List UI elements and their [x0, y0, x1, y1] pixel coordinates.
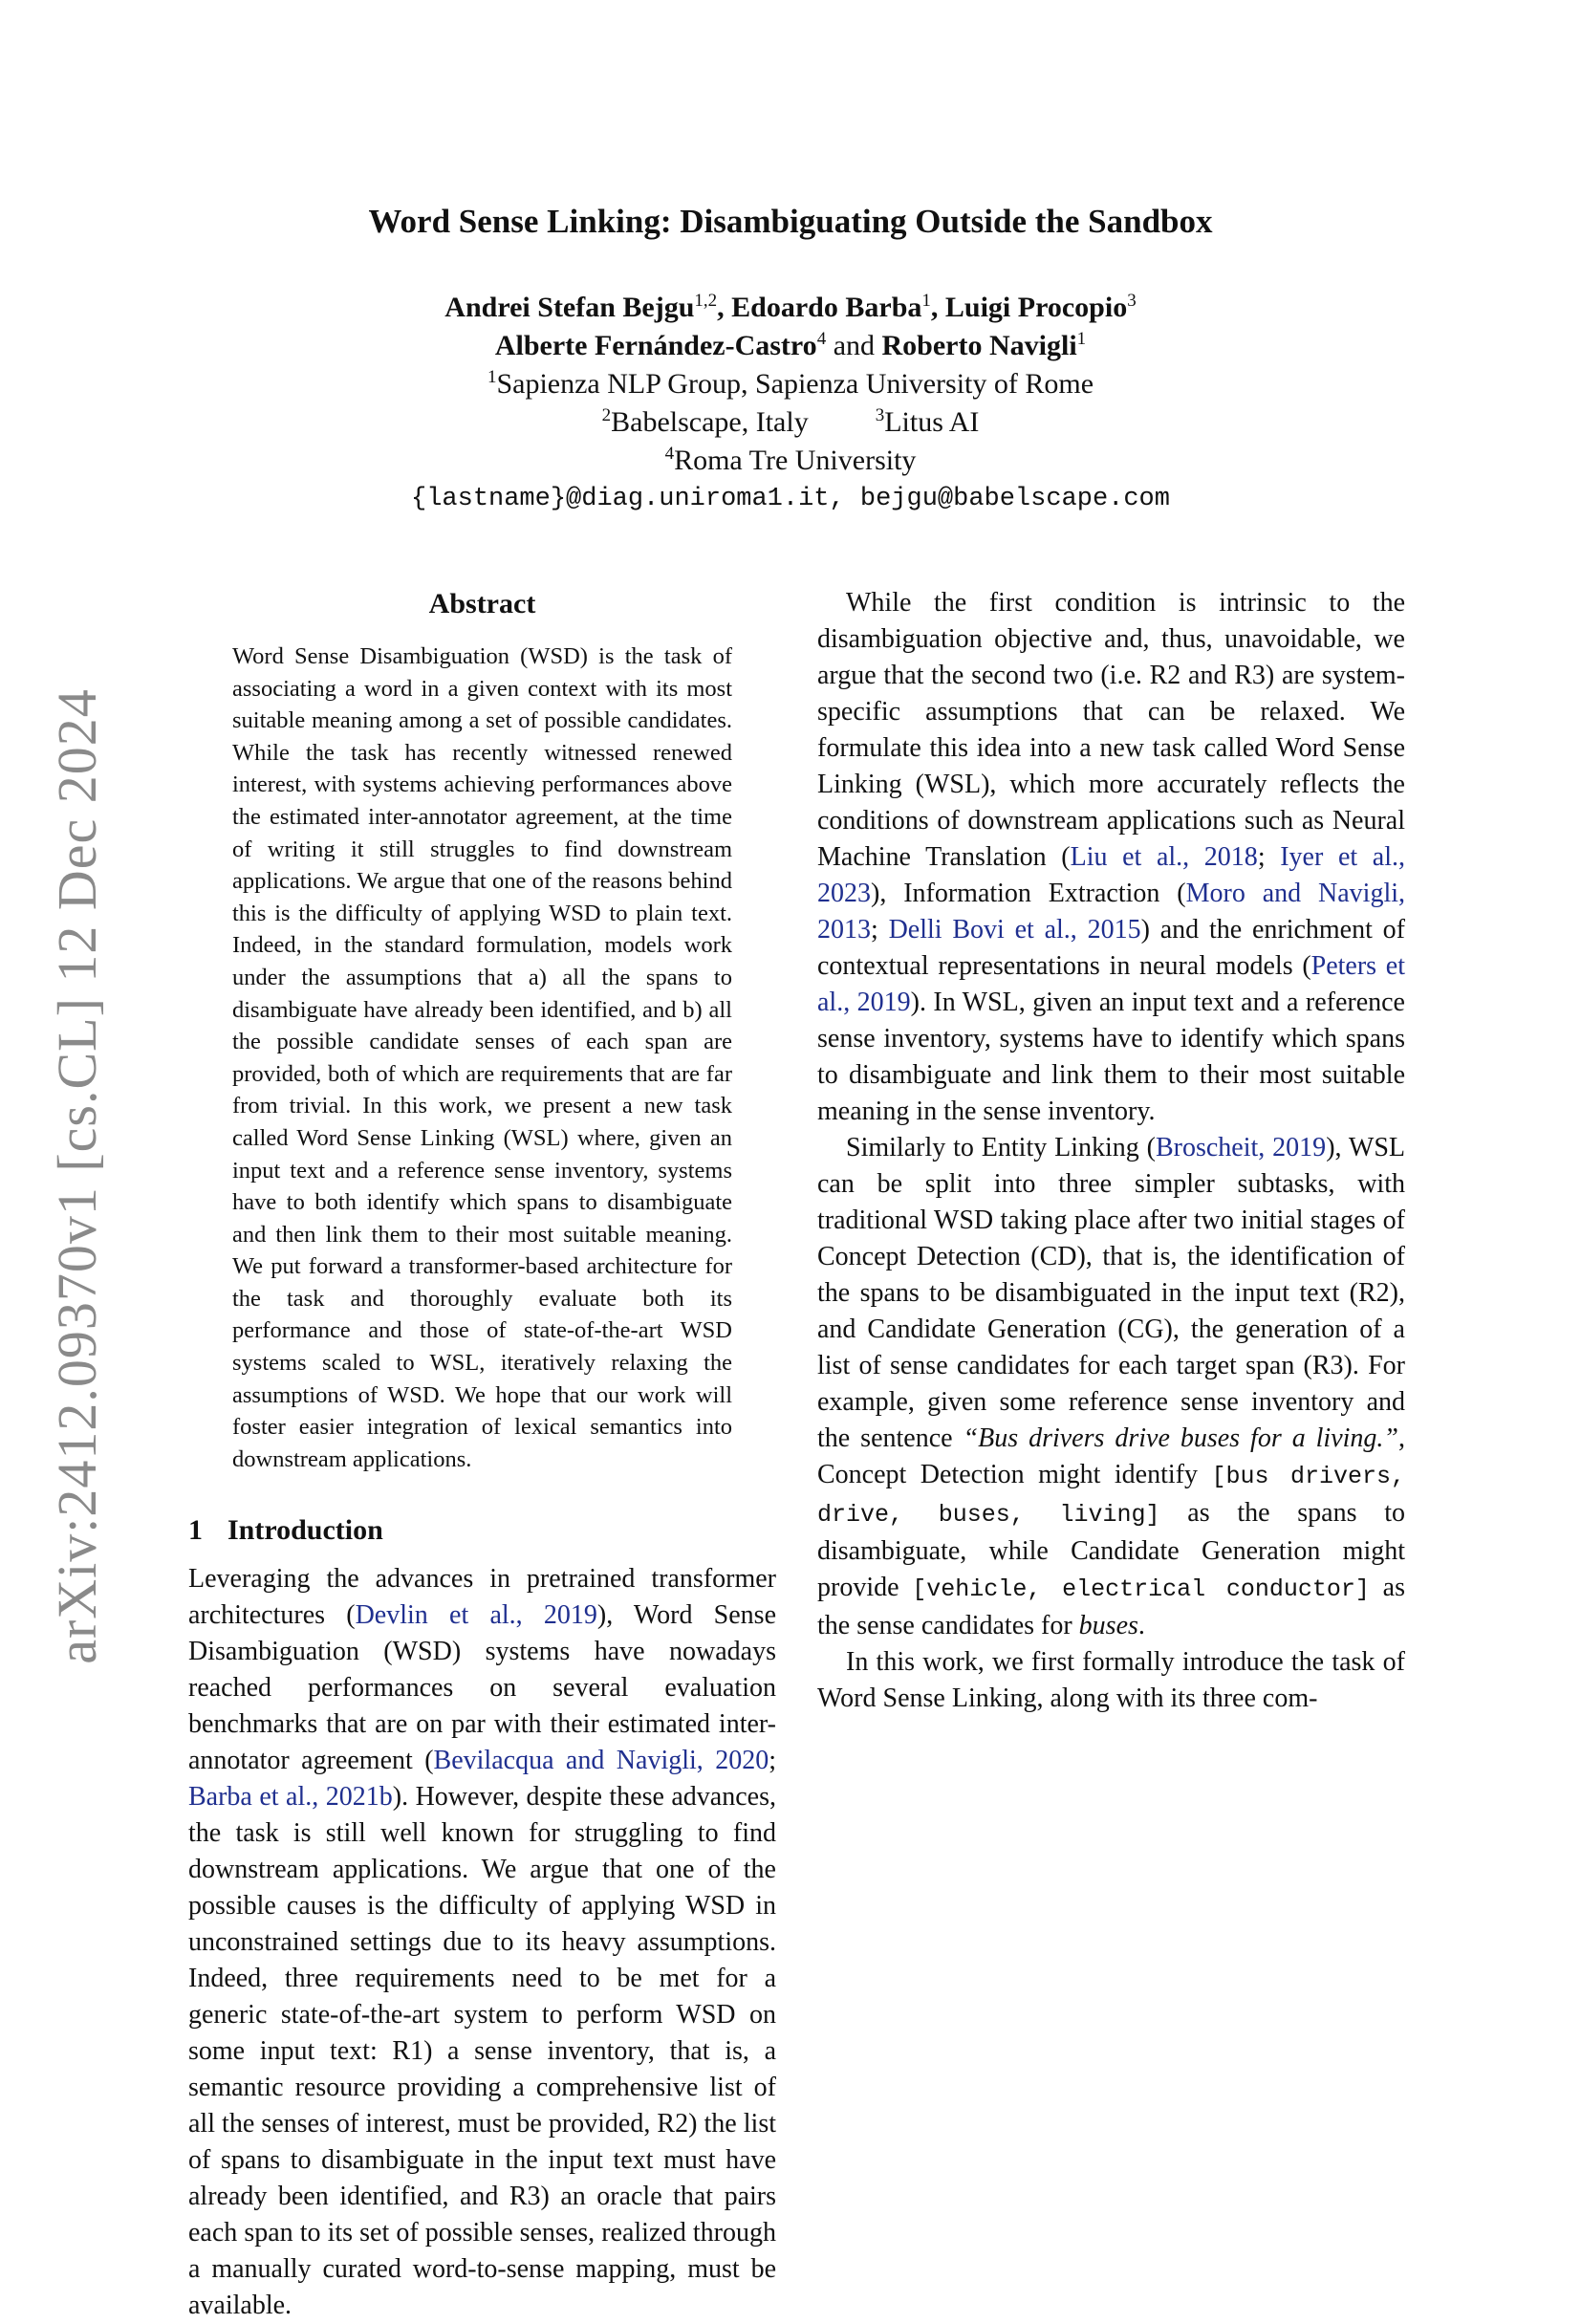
affiliation-2-3: [0, 403, 1581, 442]
abstract-text: Word Sense Disambiguation (WSD) is the task of associating a word in a given context with its most suitable meaning among a set of possible candidates. While the task has recently witnessed renewed interest, with systems achieving performances above the estimated inter-annotator agreement, at the time of writing it still struggles to find downstream applications. We argue that one of the reasons behind this is the difficulty of applying WSD to plain text. Indeed, in the standard formulation, models work under the assumptions that a) all the spans to disambiguate have already been identified, and b) all the possible candidate senses of each span are provided, both of which are requirements that are far from trivial. In this work, we present a new task called Word Sense Linking (WSL) where, given an input text and a reference sense inventory, systems have to both identify which spans to disambiguate and then link them to their most suitable meaning. We put forward a transformer-based architecture for the task and thoroughly evaluate both its performance and those of state-of-the-art WSD systems scaled to WSL, iteratively relaxing the assumptions of WSD. We hope that our work will foster easier integration of lexical semantics into downstream applications.: [232, 643, 732, 1472]
email-line: {lastname}@diag.uniroma1.it, bejgu@babelscape.com: [411, 485, 1170, 513]
intro-paragraph-2: [817, 585, 1405, 1130]
text-run: as the spans to disambiguate, while Candidate Generation might provide: [817, 1498, 1405, 1602]
text-run: ), WSL can be split into three simpler subtasks, with traditional WSD taking place after two initial stages of Concept Detection (CD), that is, the identification of the spans to be disambiguated in the input text (R2), and Candidate Generation (CG), the generation of a list of sense candidates for each target span (R3). For example, given some reference sense inventory and the sentence: [817, 1133, 1405, 1453]
arxiv-sidebar: [43, 687, 110, 1664]
author-block: [0, 289, 1581, 518]
text-run: as the sense candidates for: [817, 1573, 1405, 1640]
section-title: Introduction: [227, 1514, 383, 1547]
section-number: 1: [188, 1514, 203, 1547]
example-sentence: “Bus drivers drive buses for a living.”: [963, 1423, 1398, 1453]
text-run: While the first condition is intrinsic to the disambiguation objective and, thus, unavoidable, we argue that the second two (i.e. R2 and R3) are system-specific assumptions that can be relaxed. We formulate this idea into a new task called Word Sense Linking (WSL), which more accurately reflects the conditions of downstream applications such as Neural Machine Translation (: [817, 588, 1405, 872]
author-name: Luigi Procopio: [944, 292, 1128, 323]
text-run: ) and the enrichment of contextual representations in neural models (: [817, 915, 1406, 981]
email-address: {lastname}@diag.uniroma1.it: [411, 485, 830, 513]
emphasis: buses: [1078, 1611, 1138, 1640]
affil-text: Sapienza NLP Group, Sapienza University of Rome: [496, 368, 1094, 400]
text-run: In this work, we first formally introduce the task of Word Sense Linking, along with its three com-: [817, 1647, 1405, 1713]
code-span: [bus drivers, drive, buses, living]: [817, 1463, 1405, 1529]
author-affil-sup: 1,2: [694, 291, 718, 311]
intro-paragraph-3: [817, 1130, 1405, 1644]
citation-link[interactable]: Liu et al., 2018: [1070, 842, 1258, 872]
intro-paragraph-1: [188, 1561, 776, 2324]
citation-link[interactable]: Peters et al., 2019: [817, 951, 1405, 1017]
affil-sup: 4: [664, 444, 675, 464]
text-run: .: [1137, 1611, 1145, 1640]
section-heading-introduction: [188, 1511, 776, 1550]
author-affil-sup: 4: [816, 329, 827, 349]
author-affil-sup: 1: [921, 291, 931, 311]
author-name: Andrei Stefan Bejgu: [444, 292, 695, 323]
arxiv-identifier: arXiv:2412.09370v1 [cs.CL] 12 Dec 2024: [45, 687, 108, 1664]
citation-link[interactable]: Barba et al., 2021b: [188, 1782, 393, 1813]
affil-text: Litus AI: [884, 406, 980, 438]
affil-sup: 1: [487, 367, 497, 387]
affil-sup: 3: [875, 405, 885, 425]
text-run: ;: [769, 1746, 777, 1776]
text-run: Leveraging the advances in pretrained transformer architectures (: [188, 1564, 776, 1631]
text-run: ;: [1257, 842, 1281, 872]
author-line-2: [0, 327, 1581, 365]
text-run: ). However, despite these advances, the task is still well known for struggling to find downstream applications. We argue that one of the possible causes is the difficulty of applying WSD in unconstrained settings due to its heavy assumptions. Indeed, three requirements need to be met for a generic state-of-the-art system to perform WSD on some input text: R1) a sense inventory, that is, a semantic resource providing a comprehensive list of all the senses of interest, must be provided, R2) the list of spans to disambiguate in the input text must have already been identified, and R3) an oracle that pairs each span to its set of possible senses, realized through a manually curated word-to-sense mapping, must be available.: [188, 1782, 776, 2321]
affil-sup: 2: [601, 405, 612, 425]
citation-link[interactable]: Moro and Navigli, 2013: [817, 879, 1405, 945]
affiliation-1: [0, 365, 1581, 403]
author-name: Edoardo Barba: [731, 292, 922, 323]
right-column: [817, 585, 1405, 1717]
affil-text: Babelscape, Italy: [611, 406, 809, 438]
text-run: ), Information Extraction (: [871, 879, 1186, 908]
author-name: Alberte Fernández-Castro: [494, 330, 817, 361]
author-line-1: Andrei Stefan Bejgu$^{1,2}$, Edoardo Barba$^1$, Luigi Procopio$^3$: [444, 291, 1137, 323]
text-run: Similarly to Entity Linking (: [846, 1133, 1156, 1162]
email-address: bejgu@babelscape.com: [859, 485, 1170, 513]
code-span: [vehicle, electrical conductor]: [912, 1575, 1370, 1603]
citation-link[interactable]: Bevilacqua and Navigli, 2020: [433, 1746, 769, 1776]
text-run: ). In WSL, given an input text and a reference sense inventory, systems have to identify which spans to disambiguate and link them to their most suitable meaning in the sense inventory.: [817, 988, 1405, 1126]
intro-paragraph-4: [817, 1644, 1405, 1717]
left-column: [188, 585, 776, 2324]
author-affil-sup: 1: [1076, 329, 1087, 349]
citation-link[interactable]: Broscheit, 2019: [1155, 1133, 1327, 1162]
paper-title: Word Sense Linking: Disambiguating Outside the Sandbox: [368, 203, 1213, 240]
citation-link[interactable]: Iyer et al., 2023: [817, 842, 1406, 908]
author-name: Roberto Navigli: [881, 330, 1077, 361]
author-conjunction: and: [833, 330, 876, 361]
text-run: ), Word Sense Disambiguation (WSD) systems have nowadays reached performances on several evaluation benchmarks that are on par with their estimated inter-annotator agreement (: [188, 1600, 776, 1776]
text-run: , Concept Detection might identify: [817, 1423, 1405, 1489]
text-run: ;: [871, 915, 889, 945]
abstract-heading: Abstract: [428, 588, 536, 619]
author-affil-sup: 3: [1127, 291, 1137, 311]
citation-link[interactable]: Devlin et al., 2019: [355, 1600, 597, 1631]
affil-text: Roma Tre University: [674, 445, 917, 476]
citation-link[interactable]: Delli Bovi et al., 2015: [888, 915, 1141, 945]
affiliation-4: [0, 442, 1581, 480]
